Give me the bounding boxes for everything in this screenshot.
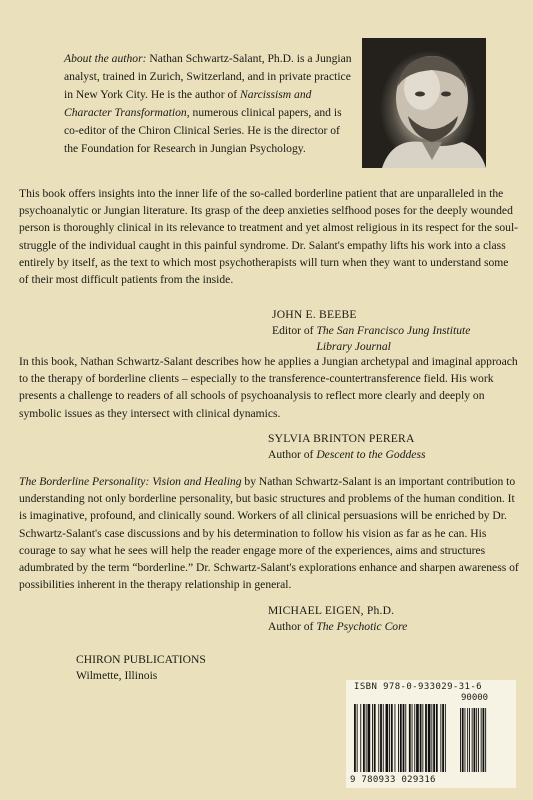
barcode-bar <box>360 704 361 772</box>
barcode-bar <box>433 704 435 772</box>
book-title: The Psychotic Core <box>316 620 408 633</box>
barcode-bar <box>440 704 441 772</box>
barcode-number: 9 780933 029316 <box>350 775 436 785</box>
review-perera: In this book, Nathan Schwartz-Salant describes how he applies a Jungian archetypal and imaginal approach to the therapy of borderline clients – especially to the transference-countertransference field. His work presents a challenge to readers of all schools of psychoanalysis to reflect more clearly and deeply on symbolic issues as they intersect with clinical dynamics. <box>19 355 518 420</box>
barcode-bar <box>431 704 432 772</box>
attribution-role: Editor of The San Francisco Jung Institute Library Journal <box>272 323 496 355</box>
barcode-bar <box>420 704 422 772</box>
addon-bar <box>465 708 466 772</box>
attribution-role: Author of Descent to the Goddess <box>268 448 426 461</box>
barcode-bar <box>378 704 379 772</box>
publisher-name: CHIRON PUBLICATIONS <box>76 653 206 666</box>
attribution-beebe <box>272 307 496 355</box>
author-bio <box>64 50 354 158</box>
attribution-name: MICHAEL EIGEN, Ph.D. <box>268 604 395 617</box>
barcode-bar <box>391 704 393 772</box>
barcode-bar <box>372 704 373 772</box>
addon-bar <box>483 708 485 772</box>
addon-bar <box>481 708 482 772</box>
barcode-bar <box>436 704 438 772</box>
addon-bar <box>462 708 464 772</box>
addon-bar <box>467 708 468 772</box>
barcode-bar <box>380 704 382 772</box>
barcode-bar <box>445 704 446 772</box>
barcode-bar <box>409 704 411 772</box>
review-beebe: This book offers insights into the inner life of the so-called borderline patient that are unparalleled in the psychoanalytic or Jungian literature. Its grasp of the deep anxieties selfhood poses for the deeply wounded person is thoroughly clinical in its relevance to treatment and yet almost religious in its respect for the soul-struggle of the individual caught in this painful syndrome. Dr. Salant's empathy lifts his work into a class entirely by itself, as the text to which most psychotherapists will turn when they want to understand some of their most difficult patients from the inside. <box>19 187 519 287</box>
barcode-bar <box>425 704 427 772</box>
publisher-city: Wilmette, Illinois <box>76 669 158 682</box>
barcode-bar <box>363 704 365 772</box>
addon-bar <box>485 708 486 772</box>
barcode-bars <box>352 704 512 774</box>
isbn-barcode <box>346 680 516 788</box>
barcode-bar <box>442 704 444 772</box>
attribution-name: JOHN E. BEEBE <box>272 308 357 321</box>
barcode-bar <box>389 704 390 772</box>
barcode-bar <box>398 704 399 772</box>
attribution-role: Author of The Psychotic Core <box>268 620 408 633</box>
barcode-bar <box>403 704 405 772</box>
reviewed-book-title: The Borderline Personality: Vision and Healing <box>19 475 242 488</box>
barcode-bar <box>368 704 371 772</box>
publisher-block <box>76 652 206 684</box>
barcode-bar <box>366 704 367 772</box>
addon-bar <box>460 708 461 772</box>
barcode-bar <box>428 704 431 772</box>
addon-bar <box>478 708 479 772</box>
author-bio-text: Nathan Schwartz-Salant, Ph.D. is a Jungian analyst, trained in Zurich, Switzerland, and in private practice in New York City. He is the author of <box>64 52 352 101</box>
barcode-bar <box>416 704 419 772</box>
journal-title: The San Francisco Jung Institute Library Journal <box>316 324 471 353</box>
author-book-title: Narcissism and Character Transformation <box>64 88 312 119</box>
barcode-bar <box>400 704 402 772</box>
barcode-bar <box>383 704 384 772</box>
isbn-text: ISBN 978-0-933029-31-6 <box>354 682 483 692</box>
addon-bar <box>474 708 476 772</box>
addon-bar <box>469 708 470 772</box>
barcode-bar <box>386 704 389 772</box>
attribution-name: SYLVIA BRINTON PERERA <box>268 432 415 445</box>
addon-bar <box>476 708 477 772</box>
barcode-bar <box>354 704 356 772</box>
barcode-bar <box>357 704 358 772</box>
price-code: 90000 <box>461 693 489 703</box>
barcode-bar <box>412 704 413 772</box>
book-title: Descent to the Goddess <box>316 448 426 461</box>
barcode-bar <box>422 704 423 772</box>
addon-bar <box>472 708 473 772</box>
author-bio-lead: About the author: <box>64 52 147 65</box>
author-photo <box>362 38 486 168</box>
barcode-bar <box>395 704 396 772</box>
attribution-eigen <box>268 603 407 635</box>
attribution-perera <box>268 431 425 463</box>
barcode-bar <box>374 704 376 772</box>
barcode-bar <box>414 704 415 772</box>
review-eigen-text: by Nathan Schwartz-Salant is an important contribution to understanding not only borderline personality, but basic structures and problems of the human condition. It is imaginative, profound, and clinically sound. Workers of all clinical persuasions will be enriched by Dr. Schwartz-Salant's case discussions and by his determination to follow his vision as far as he can. His courage to say what he sees will help the reader engage more of the experiences, aims and structures adumbrated by the term “borderline.” Dr. Schwartz-Salant's explorations enhance and sharpen awareness of possibilities inherent in the therapy relationship in general. <box>19 475 519 592</box>
review-eigen <box>19 473 519 593</box>
author-bio-text-2: , numerous clinical papers, and is co-editor of the Chiron Clinical Series. He is the director of the Foundation for Research in Jungian Psychology. <box>64 106 342 155</box>
barcode-bar <box>405 704 406 772</box>
